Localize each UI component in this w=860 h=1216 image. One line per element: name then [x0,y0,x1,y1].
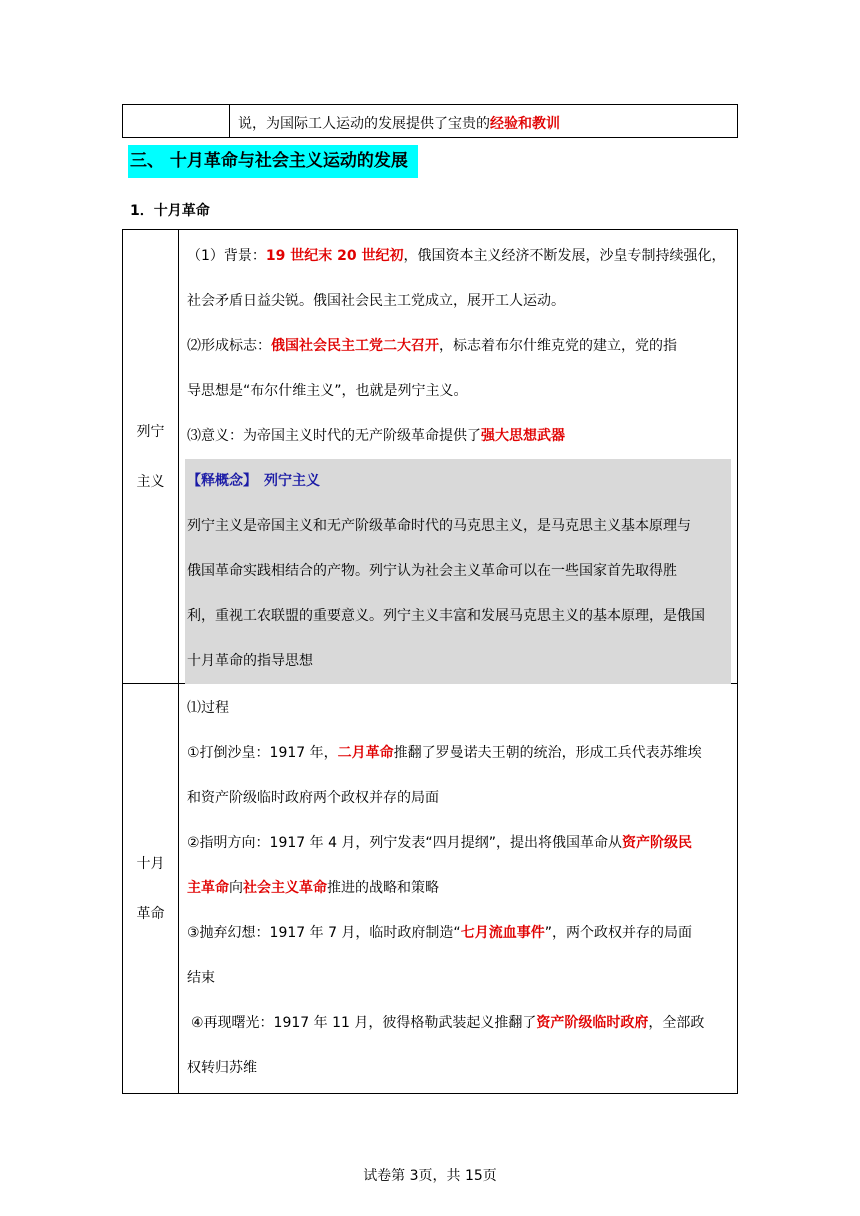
background-text: ，俄国资本主义经济不断发展，沙皇专制持续强化， [403,248,726,264]
page-footer: 试卷第 3页，共 15页 [363,1168,497,1184]
mark-prefix: ⑵形成标志： [187,338,271,354]
step-4-prefix: ④再现曙光：1917 年 11 月，彼得格勒武装起义推翻了 [191,1015,537,1031]
step-2-highlight-1: 资产阶级民 [621,835,692,851]
step-2-highlight-2: 主革命 [187,880,229,896]
step-2-connector: 向 [229,880,243,896]
concept-box [185,459,731,684]
continuation-table [122,104,738,138]
background-prefix: （1）背景： [187,248,266,264]
step-2-highlight-3: 社会主义革命 [243,880,327,896]
october-label [123,684,179,1093]
step-4-line-2: 权转归苏维 [187,1060,257,1076]
continuation-label-cell [123,105,230,137]
october-label-line2: 革命 [136,905,165,922]
step-1-text: 推翻了罗曼诺夫王朝的统治，形成工兵代表苏维埃 [393,745,702,761]
step-4 [187,1001,731,1046]
leninism-label-line1: 列宁 [136,423,165,440]
step-2-text: 推进的战略和策略 [327,880,439,896]
continuation-text-highlight: 经验和教训 [490,116,560,132]
october-row [123,684,737,1093]
october-label-line1: 十月 [136,855,165,872]
concept-line-2: 俄国革命实践相结合的产物。列宁认为社会主义革命可以在一些国家首先取得胜 [187,563,677,579]
step-4-highlight: 资产阶级临时政府 [536,1015,649,1031]
continuation-text: 说，为国际工人运动的发展提供了宝贵的 [238,116,490,132]
section-heading: 三、 十月革命与社会主义运动的发展 [128,145,418,178]
step-2 [187,821,731,866]
step-1-prefix: ①打倒沙皇：1917 年， [187,745,338,761]
significance-highlight: 强大思想武器 [481,428,565,444]
leninism-label [123,230,179,683]
significance-text: ⑶意义：为帝国主义时代的无产阶级革命提供了 [187,428,481,444]
step-1-line-2: 和资产阶级临时政府两个政权并存的局面 [187,790,439,806]
background-period: 19 世纪末 20 世纪初 [265,248,404,264]
background-line [187,234,731,279]
mark-text: ，标志着布尔什维克党的建立，党的指 [439,338,677,354]
mark-line [187,324,731,369]
concept-title: 【释概念】 列宁主义 [187,473,320,489]
step-4-text: ，全部政 [648,1015,705,1031]
step-2-line-2 [187,866,731,911]
step-1-event: 二月革命 [337,745,394,761]
mark-line-2: 导思想是“布尔什维主义”，也就是列宁主义。 [187,383,468,399]
step-3-text: ”，两个政权并存的局面 [544,925,692,941]
leninism-content [179,230,737,683]
october-content [179,684,737,1093]
significance-line [187,414,731,459]
mark-event: 俄国社会民主工党二大召开 [271,338,439,354]
content-table [122,229,738,1094]
step-3-line-2: 结束 [187,970,215,986]
step-1 [187,731,731,776]
concept-line-3: 利，重视工农联盟的重要意义。列宁主义丰富和发展马克思主义的基本原理，是俄国 [187,608,705,624]
leninism-row [123,230,737,684]
step-3-prefix: ③抛弃幻想：1917 年 7 月，临时政府制造“ [187,925,461,941]
leninism-label-line2: 主义 [136,473,165,490]
step-3 [187,911,731,956]
concept-line-4: 十月革命的指导思想 [187,653,313,669]
sub-heading: 1．十月革命 [130,203,210,219]
step-3-event: 七月流血事件 [460,925,545,941]
background-line-2: 社会矛盾日益尖锐。俄国社会民主工党成立，展开工人运动。 [187,293,565,309]
step-2-prefix: ②指明方向：1917 年 4 月，列宁发表“四月提纲”，提出将俄国革命从 [187,835,622,851]
process-heading: ⑴过程 [187,700,229,716]
concept-line-1: 列宁主义是帝国主义和无产阶级革命时代的马克思主义，是马克思主义基本原理与 [187,518,691,534]
continuation-text-cell [230,105,737,137]
